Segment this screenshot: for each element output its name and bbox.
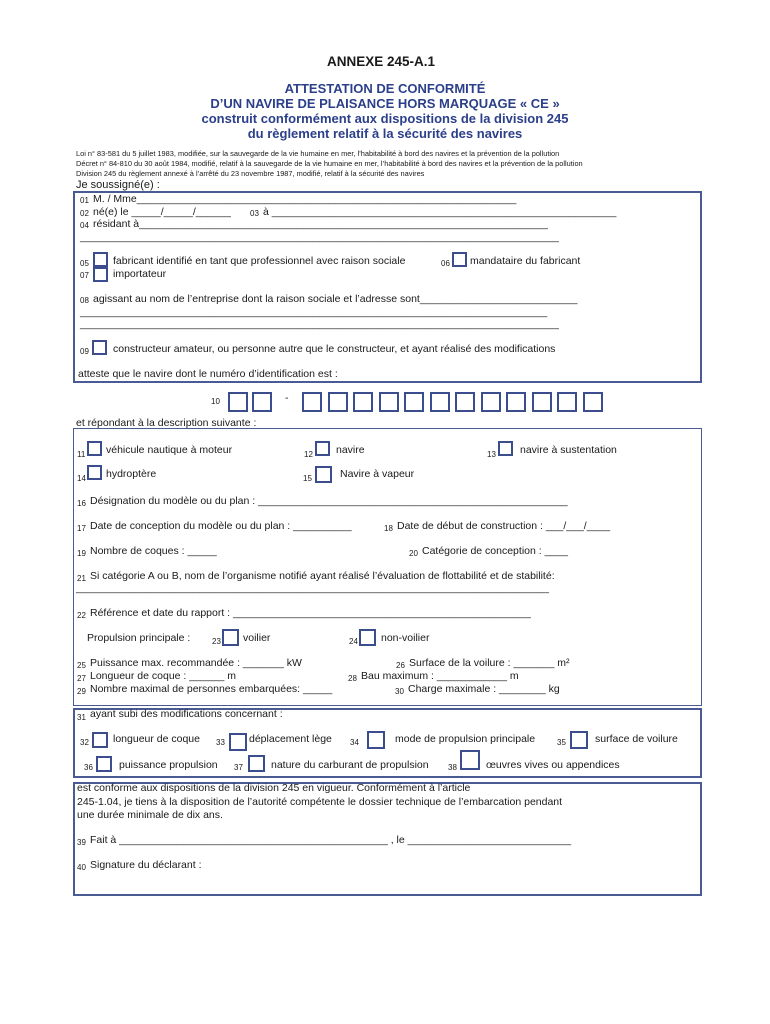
id-digit-box[interactable] [557, 392, 577, 412]
id-digit-box[interactable] [252, 392, 272, 412]
id-digit-box[interactable] [506, 392, 526, 412]
field-number-18: 18 [384, 524, 393, 533]
field-number-20: 20 [409, 549, 418, 558]
checkbox-09-amateur[interactable] [92, 340, 107, 355]
field-number-31: 31 [77, 713, 86, 722]
checkbox-24-non-sail[interactable] [359, 629, 376, 646]
checkbox-06-representative[interactable] [452, 252, 467, 267]
atteste-label: atteste que le navire dont le numéro d’identification est : [78, 368, 338, 380]
field-number-38: 38 [448, 763, 457, 772]
conformity-line-3: une durée minimale de dix ans. [77, 809, 223, 821]
field-number-02: 02 [80, 209, 89, 218]
modification-36-label: puissance propulsion [119, 759, 218, 771]
id-digit-box[interactable] [583, 392, 603, 412]
modification-35-label: surface de voilure [595, 733, 678, 745]
checkbox-12-ship[interactable] [315, 441, 330, 456]
company-field[interactable]: agissant au nom de l’entreprise dont la raison sociale et l’adresse sont___________________________ [93, 293, 578, 305]
law-ref-1: Loi n° 83-581 du 5 juillet 1983, modifiée, sur la sauvegarde de la vie humaine en mer, l’habitabilité à bord des navires et la prévention de la pollution [76, 149, 560, 158]
undersigned-label: Je soussigné(e) : [76, 179, 160, 191]
checkbox-13-hovercraft[interactable] [498, 441, 513, 456]
field-number-01: 01 [80, 196, 89, 205]
field-number-15: 15 [303, 474, 312, 483]
hull-length-field[interactable]: Longueur de coque : ______ m [90, 670, 236, 682]
checkbox-11-jetski[interactable] [87, 441, 102, 456]
type-15-label: Navire à vapeur [340, 468, 415, 480]
notified-body-label: Si catégorie A ou B, nom de l’organisme notifié ayant réalisé l’évaluation de flottabilité et de stabilité: [90, 570, 555, 582]
checkbox-38-underwater-parts[interactable] [460, 750, 480, 770]
field-number-27: 27 [77, 674, 86, 683]
field-number-28: 28 [348, 674, 357, 683]
field-number-19: 19 [77, 549, 86, 558]
option-07-label: importateur [113, 268, 167, 280]
construction-date-field[interactable]: Date de début de construction : ___/___/____ [397, 520, 611, 532]
design-date-field[interactable]: Date de conception du modèle ou du plan : __________ [90, 520, 352, 532]
type-11-label: véhicule nautique à moteur [106, 444, 233, 456]
description-label: et répondant à la description suivante : [76, 417, 257, 429]
field-number-29: 29 [77, 687, 86, 696]
heading-line-3: construit conformément aux dispositions de la division 245 [201, 111, 569, 126]
field-number-40: 40 [77, 863, 86, 872]
checkbox-33-displacement[interactable] [229, 733, 247, 751]
id-digit-box[interactable] [302, 392, 322, 412]
notified-body-field[interactable]: _________________________________________________________________________________ [76, 582, 550, 594]
field-number-39: 39 [77, 838, 86, 847]
field-number-10: 10 [211, 397, 220, 406]
max-persons-field[interactable]: Nombre maximal de personnes embarquées: _____ [90, 683, 333, 695]
field-number-21: 21 [77, 574, 86, 583]
heading-line-2: D’UN NAVIRE DE PLAISANCE HORS MARQUAGE « CE » [210, 96, 560, 111]
birth-date-field[interactable]: né(e) le _____/_____/______ [93, 206, 231, 218]
modification-33-label: déplacement lège [249, 733, 332, 745]
checkbox-35-sail-area[interactable] [570, 731, 588, 749]
field-number-26: 26 [396, 661, 405, 670]
checkbox-37-fuel[interactable] [248, 755, 265, 772]
field-number-14: 14 [77, 474, 86, 483]
field-number-08: 08 [80, 296, 89, 305]
option-05-label: fabricant identifié en tant que professionnel avec raison sociale [113, 255, 406, 267]
field-number-12: 12 [304, 450, 313, 459]
field-number-37: 37 [234, 763, 243, 772]
field-number-16: 16 [77, 499, 86, 508]
field-number-03: 03 [250, 209, 259, 218]
conformity-line-1: est conforme aux dispositions de la division 245 en vigueur. Conformément à l’article [77, 782, 471, 794]
checkbox-34-propulsion-mode[interactable] [367, 731, 385, 749]
field-number-32: 32 [80, 738, 89, 747]
option-06-label: mandataire du fabricant [470, 255, 581, 267]
field-number-33: 33 [216, 738, 225, 747]
field-number-05: 05 [80, 259, 89, 268]
report-reference-field[interactable]: Référence et date du rapport : ___________________________________________________ [90, 607, 531, 619]
sail-area-field[interactable]: Surface de la voilure : _______ m² [409, 657, 570, 669]
checkbox-32-hull-length[interactable] [92, 732, 108, 748]
field-number-24: 24 [349, 637, 358, 646]
checkbox-23-sail[interactable] [222, 629, 239, 646]
modification-32-label: longueur de coque [113, 733, 200, 745]
id-digit-box[interactable] [228, 392, 248, 412]
residence-field[interactable]: résidant à______________________________________________________________________ [93, 218, 548, 230]
id-digit-box[interactable] [430, 392, 450, 412]
id-digit-box[interactable] [379, 392, 399, 412]
id-separator: - [285, 392, 289, 404]
hull-count-field[interactable]: Nombre de coques : _____ [90, 545, 217, 557]
heading-line-4: du règlement relatif à la sécurité des navires [247, 126, 523, 141]
field-number-35: 35 [557, 738, 566, 747]
checkbox-14-hydrofoil[interactable] [87, 465, 102, 480]
signature-field[interactable]: Signature du déclarant : [90, 859, 202, 871]
id-digit-box[interactable] [328, 392, 348, 412]
field-number-07: 07 [80, 271, 89, 280]
name-field[interactable]: M. / Mme_________________________________________________________________ [93, 193, 517, 205]
field-number-17: 17 [77, 524, 86, 533]
field-number-22: 22 [77, 611, 86, 620]
type-12-label: navire [336, 444, 365, 456]
modifications-label: ayant subi des modifications concernant : [90, 708, 283, 720]
birth-place-field[interactable]: à ___________________________________________________________ [263, 206, 617, 218]
max-beam-field[interactable]: Bau maximum : ____________ m [361, 670, 519, 682]
id-digit-box[interactable] [481, 392, 501, 412]
modification-38-label: œuvres vives ou appendices [486, 759, 620, 771]
field-number-30: 30 [395, 687, 404, 696]
max-power-field[interactable]: Puissance max. recommandée : _______ kW [90, 657, 302, 669]
id-digit-box[interactable] [455, 392, 475, 412]
place-date-field[interactable]: Fait à ______________________________________________ , le ____________________________ [90, 834, 572, 846]
field-number-06: 06 [441, 259, 450, 268]
law-ref-3: Division 245 du règlement annexé à l’arrêté du 23 novembre 1987, modifié, relatif à la sécurité des navires [76, 169, 425, 178]
field-number-13: 13 [487, 450, 496, 459]
law-ref-2: Décret n° 84-810 du 30 août 1984, modifié, relatif à la sauvegarde de la vie humaine en mer, l’habitabilité à bord des navires et la prévention de la pollution [76, 159, 583, 168]
conformity-line-2: 245-1.04, je tiens à la disposition de l’autorité compétente le dossier technique de l’embarcation pendant [77, 796, 563, 808]
residence-field-line-2[interactable]: __________________________________________________________________________________ [80, 231, 559, 243]
id-digit-box[interactable] [532, 392, 552, 412]
field-number-36: 36 [84, 763, 93, 772]
propulsion-label: Propulsion principale : [87, 632, 191, 644]
company-field-line-2[interactable]: ________________________________________________________________________________ [80, 306, 548, 318]
annex-title: ANNEXE 245-A.1 [327, 54, 436, 69]
propulsion-24-label: non-voilier [381, 632, 430, 644]
modification-37-label: nature du carburant de propulsion [271, 759, 429, 771]
company-field-line-3[interactable]: __________________________________________________________________________________ [80, 318, 559, 330]
field-number-11: 11 [77, 450, 86, 459]
checkbox-36-power[interactable] [96, 756, 112, 772]
field-number-04: 04 [80, 221, 89, 230]
checkbox-07-importer[interactable] [93, 267, 108, 282]
field-number-25: 25 [77, 661, 86, 670]
model-designation-field[interactable]: Désignation du modèle ou du plan : _____________________________________________________ [90, 495, 568, 507]
design-category-field[interactable]: Catégorie de conception : ____ [422, 545, 568, 557]
id-digit-box[interactable] [353, 392, 373, 412]
modification-34-label: mode de propulsion principale [395, 733, 536, 745]
heading-line-1: ATTESTATION DE CONFORMITÉ [284, 81, 486, 96]
checkbox-15-steamship[interactable] [315, 466, 332, 483]
field-number-23: 23 [212, 637, 221, 646]
propulsion-23-label: voilier [243, 632, 271, 644]
type-14-label: hydroptère [106, 468, 157, 480]
field-number-09: 09 [80, 347, 89, 356]
max-load-field[interactable]: Charge maximale : ________ kg [408, 683, 560, 695]
type-13-label: navire à sustentation [520, 444, 617, 456]
checkbox-05-manufacturer[interactable] [93, 252, 108, 267]
option-09-label: constructeur amateur, ou personne autre que le constructeur, et ayant réalisé des modifications [113, 343, 556, 355]
id-digit-box[interactable] [404, 392, 424, 412]
field-number-34: 34 [350, 738, 359, 747]
